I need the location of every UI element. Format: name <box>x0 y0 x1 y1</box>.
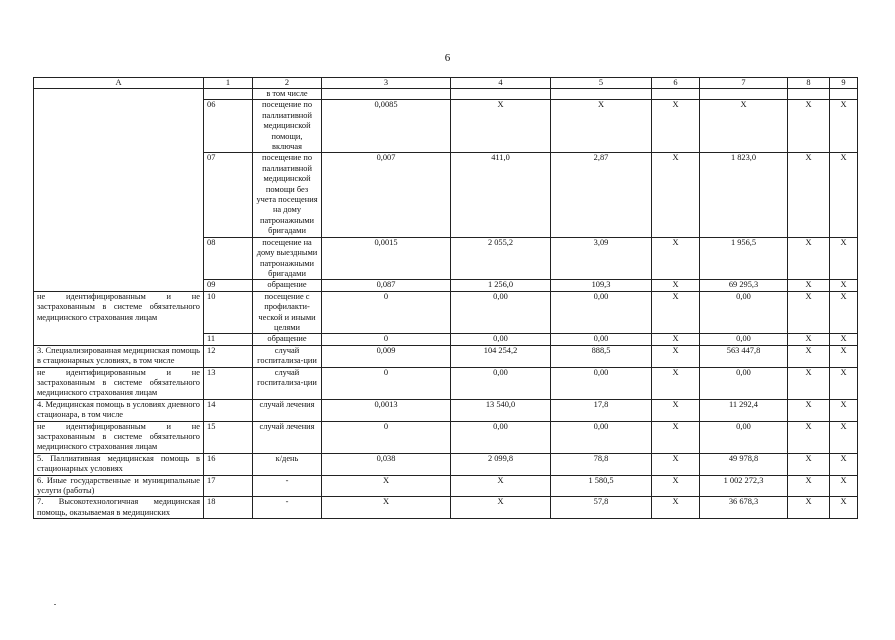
header-cell: 8 <box>788 78 830 89</box>
row-label-cell <box>34 89 204 292</box>
value-cell <box>451 89 551 100</box>
row-code-cell: 09 <box>204 280 253 291</box>
value-cell: X <box>830 334 858 345</box>
value-cell: X <box>652 345 700 367</box>
value-cell: 0,009 <box>322 345 451 367</box>
value-cell: 0,0013 <box>322 399 451 421</box>
value-cell: 0,00 <box>551 334 652 345</box>
unit-cell: в том числе <box>253 89 322 100</box>
unit-cell: случай госпитализа-ции <box>253 345 322 367</box>
value-cell: 57,8 <box>551 497 652 519</box>
value-cell: X <box>652 100 700 153</box>
unit-cell: случай госпитализа-ции <box>253 367 322 399</box>
value-cell: 0,00 <box>451 367 551 399</box>
value-cell: 0 <box>322 421 451 453</box>
financing-table <box>33 77 858 519</box>
table-row <box>34 367 858 399</box>
value-cell: X <box>451 475 551 497</box>
value-cell: X <box>652 153 700 237</box>
value-cell: X <box>652 475 700 497</box>
value-cell: 1 256,0 <box>451 280 551 291</box>
value-cell <box>788 89 830 100</box>
value-cell: 104 254,2 <box>451 345 551 367</box>
scan-artifact <box>54 604 56 605</box>
value-cell: 0 <box>322 291 451 334</box>
value-cell: 0,038 <box>322 453 451 475</box>
row-code-cell: 08 <box>204 237 253 280</box>
unit-cell: - <box>253 475 322 497</box>
value-cell: 1 823,0 <box>700 153 788 237</box>
header-cell: 2 <box>253 78 322 89</box>
header-row <box>34 78 858 89</box>
header-cell: 7 <box>700 78 788 89</box>
value-cell: 0,00 <box>551 421 652 453</box>
unit-cell: посещение с профилакти-ческой и иными целями <box>253 291 322 334</box>
value-cell: 3,09 <box>551 237 652 280</box>
header-cell: 4 <box>451 78 551 89</box>
value-cell: X <box>788 153 830 237</box>
value-cell: 0,087 <box>322 280 451 291</box>
header-cell: 1 <box>204 78 253 89</box>
unit-cell: посещение на дому выездными патронажными бригадами <box>253 237 322 280</box>
value-cell: 0 <box>322 367 451 399</box>
table-row <box>34 345 858 367</box>
value-cell: 36 678,3 <box>700 497 788 519</box>
value-cell: 69 295,3 <box>700 280 788 291</box>
value-cell: X <box>830 100 858 153</box>
header-cell: 9 <box>830 78 858 89</box>
value-cell: X <box>700 100 788 153</box>
value-cell <box>322 89 451 100</box>
value-cell <box>700 89 788 100</box>
value-cell: X <box>652 280 700 291</box>
row-code-cell: 13 <box>204 367 253 399</box>
value-cell: 2 055,2 <box>451 237 551 280</box>
value-cell <box>830 89 858 100</box>
row-code-cell: 06 <box>204 100 253 153</box>
value-cell: 0,00 <box>700 334 788 345</box>
value-cell: X <box>788 453 830 475</box>
value-cell: X <box>830 237 858 280</box>
value-cell: X <box>788 345 830 367</box>
row-label-cell: 5. Паллиативная медицинская помощь в стационарных условиях <box>34 453 204 475</box>
value-cell: X <box>652 421 700 453</box>
value-cell: X <box>652 453 700 475</box>
value-cell: X <box>322 475 451 497</box>
unit-cell: случай лечения <box>253 399 322 421</box>
value-cell: 13 540,0 <box>451 399 551 421</box>
row-code-cell: 17 <box>204 475 253 497</box>
value-cell: X <box>652 399 700 421</box>
unit-cell: случай лечения <box>253 421 322 453</box>
value-cell: 1 956,5 <box>700 237 788 280</box>
value-cell: 411,0 <box>451 153 551 237</box>
value-cell: 0,0085 <box>322 100 451 153</box>
value-cell: 0,00 <box>451 334 551 345</box>
value-cell: X <box>830 497 858 519</box>
value-cell: 2 099,8 <box>451 453 551 475</box>
row-label-cell: 3. Специализированная медицинская помощь в стационарных условиях, в том числе <box>34 345 204 367</box>
unit-cell: - <box>253 497 322 519</box>
value-cell: 888,5 <box>551 345 652 367</box>
value-cell <box>551 89 652 100</box>
value-cell: X <box>788 334 830 345</box>
row-code-cell: 18 <box>204 497 253 519</box>
value-cell: 2,87 <box>551 153 652 237</box>
value-cell: X <box>788 291 830 334</box>
value-cell: 1 580,5 <box>551 475 652 497</box>
value-cell: X <box>788 100 830 153</box>
value-cell: 0,00 <box>551 291 652 334</box>
value-cell: X <box>830 475 858 497</box>
value-cell: X <box>830 399 858 421</box>
row-code-cell: 12 <box>204 345 253 367</box>
row-code-cell: 10 <box>204 291 253 334</box>
value-cell: X <box>830 453 858 475</box>
value-cell: X <box>451 100 551 153</box>
value-cell: X <box>322 497 451 519</box>
row-label-cell: не идентифицированным и не застрахованным в системе обязательного медицинского страхования лицам <box>34 421 204 453</box>
value-cell: 0,00 <box>700 367 788 399</box>
value-cell: X <box>830 345 858 367</box>
row-code-cell: 07 <box>204 153 253 237</box>
row-code-cell: 15 <box>204 421 253 453</box>
value-cell: X <box>652 497 700 519</box>
unit-cell: к/день <box>253 453 322 475</box>
value-cell: X <box>830 280 858 291</box>
value-cell: X <box>788 399 830 421</box>
row-label-cell: не идентифицированным и не застрахованным в системе обязательного медицинского страхования лицам <box>34 291 204 345</box>
value-cell: X <box>830 291 858 334</box>
page-number: 6 <box>444 52 451 64</box>
row-label-cell: 7. Высокотехнологичная медицинская помощь, оказываемая в медицинских <box>34 497 204 519</box>
header-cell: A <box>34 78 204 89</box>
value-cell: 0,007 <box>322 153 451 237</box>
unit-cell: посещение по паллиативной медицинской помощи, включая <box>253 100 322 153</box>
value-cell: 0,00 <box>551 367 652 399</box>
row-code-cell: 11 <box>204 334 253 345</box>
value-cell <box>652 89 700 100</box>
value-cell: 11 292,4 <box>700 399 788 421</box>
value-cell: X <box>788 497 830 519</box>
value-cell: X <box>652 334 700 345</box>
value-cell: X <box>788 237 830 280</box>
value-cell: 563 447,8 <box>700 345 788 367</box>
row-code-cell <box>204 89 253 100</box>
value-cell: 49 978,8 <box>700 453 788 475</box>
value-cell: X <box>830 153 858 237</box>
value-cell: 0,0015 <box>322 237 451 280</box>
value-cell: X <box>652 237 700 280</box>
row-label-cell: 6. Иные государственные и муниципальные услуги (работы) <box>34 475 204 497</box>
table-row <box>34 421 858 453</box>
value-cell: 0,00 <box>700 421 788 453</box>
table-row <box>34 89 858 100</box>
header-cell: 3 <box>322 78 451 89</box>
header-cell: 5 <box>551 78 652 89</box>
value-cell: 17,8 <box>551 399 652 421</box>
value-cell: X <box>551 100 652 153</box>
unit-cell: обращение <box>253 280 322 291</box>
unit-cell: обращение <box>253 334 322 345</box>
value-cell: X <box>788 280 830 291</box>
value-cell: 0,00 <box>451 421 551 453</box>
value-cell: X <box>788 421 830 453</box>
value-cell: X <box>788 367 830 399</box>
value-cell: 0,00 <box>700 291 788 334</box>
value-cell: X <box>830 421 858 453</box>
value-cell: 78,8 <box>551 453 652 475</box>
value-cell: 1 002 272,3 <box>700 475 788 497</box>
table-row <box>34 399 858 421</box>
value-cell: X <box>451 497 551 519</box>
value-cell: X <box>652 367 700 399</box>
header-cell: 6 <box>652 78 700 89</box>
row-code-cell: 16 <box>204 453 253 475</box>
table-row <box>34 497 858 519</box>
value-cell: 109,3 <box>551 280 652 291</box>
row-code-cell: 14 <box>204 399 253 421</box>
row-label-cell: не идентифицированным и не застрахованным в системе обязательного медицинского страхования лицам <box>34 367 204 399</box>
value-cell: X <box>652 291 700 334</box>
table-row <box>34 475 858 497</box>
row-label-cell: 4. Медицинская помощь в условиях дневного стационара, в том числе <box>34 399 204 421</box>
unit-cell: посещение по паллиативной медицинской помощи без учета посещения на дому патронажными бригадами <box>253 153 322 237</box>
table-row <box>34 291 858 334</box>
value-cell: X <box>830 367 858 399</box>
value-cell: 0,00 <box>451 291 551 334</box>
value-cell: 0 <box>322 334 451 345</box>
table-row <box>34 453 858 475</box>
value-cell: X <box>788 475 830 497</box>
